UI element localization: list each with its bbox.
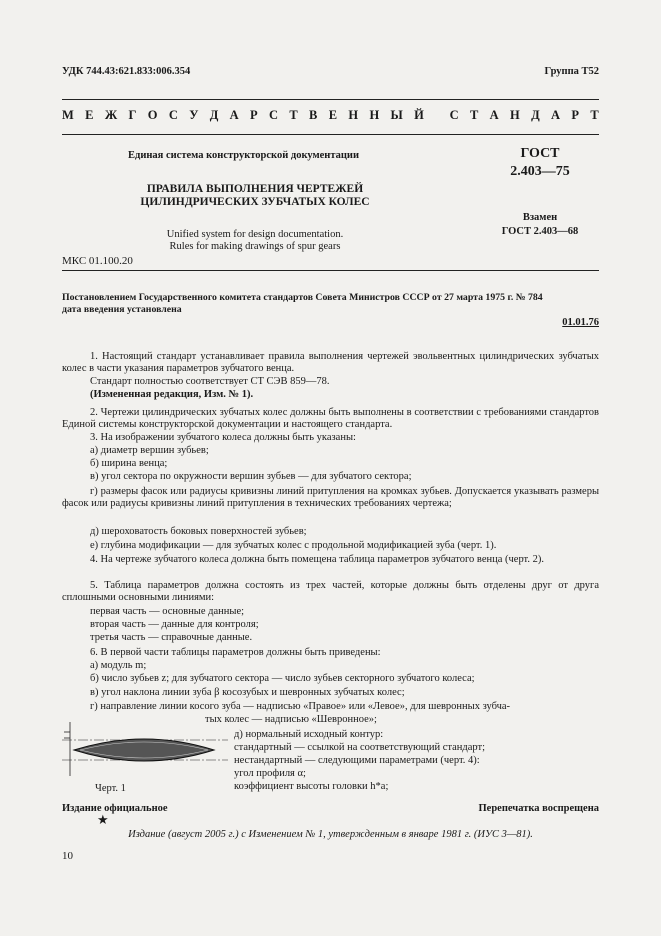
system-name: Единая система конструкторской документации [128,150,359,161]
heading-letter: С [449,108,459,122]
clause-6c: в) угол наклона линии зуба β косозубых и шевронных зубчатых колес; [90,687,405,698]
clause-6a: а) модуль m; [90,660,147,671]
clause-6d-line1: г) направление линии косого зуба — надписью «Правое» или «Левое», для шевронных зубча- [90,701,511,712]
heading-letter: Н [348,108,359,122]
heading-letter: В [309,108,318,122]
clause-6d-line2: тых колес — надписью «Шевронное»; [205,714,377,725]
mks-code: МКС 01.100.20 [62,255,133,267]
gear-tooth-drawing [60,718,230,780]
clause-5b: вторая часть — данные для контроля; [90,619,259,630]
heading-letter: А [551,108,561,122]
page-number: 10 [62,850,73,862]
heading-letter: Т [469,108,479,122]
heading-letter: А [489,108,499,122]
heading-letter: Ы [390,108,403,122]
english-title-2: Rules for making drawings of spur gears [169,241,341,252]
clause-3a: а) диаметр вершин зубьев; [90,445,209,456]
heading-letter: О [147,108,158,122]
heading-letter: Е [328,108,338,122]
heading-letter: Т [590,108,599,122]
heading-letter: Р [250,108,258,122]
clause-5c: третья часть — справочные данные. [90,632,253,643]
clause-1-amend: (Измененная редакция, Изм. № 1). [90,389,254,400]
udk-code: УДК 744.43:621.833:006.354 [62,66,191,77]
clause-1: 1. Настоящий стандарт устанавливает правила выполнения чертежей эвольвентных цилиндрических зубчатых колес в части указания параметров зубчатого венца. [62,351,599,375]
clause-6e-1: стандартный — ссылкой на соответствующий стандарт; [234,742,486,753]
decree-line-2: дата введения установлена [62,304,182,315]
gost-label: ГОСТ [520,146,560,161]
heading-letter: С [168,108,178,122]
heading-letter: У [189,108,199,122]
group-code: Группа Т52 [544,66,599,77]
clause-6b: б) число зубьев z; для зубчатого сектора — число зубьев секторного зубчатого колеса; [90,673,475,684]
heading-letter: Т [289,108,298,122]
clause-5: 5. Таблица параметров должна состоять из трех частей, которые должны быть отделены друг от друга сплошными основными линиями: [62,580,599,604]
heading-letter: Г [128,108,137,122]
clause-6e-3: угол профиля α; [234,768,306,779]
top-rule [62,99,599,100]
gost-number: 2.403—75 [510,164,570,179]
figure-caption: Черт. 1 [95,783,126,794]
clause-6e: д) нормальный исходный контур: [234,729,384,740]
effective-date: 01.01.76 [562,317,599,328]
heading-rule [62,134,599,135]
heading-letter: Д [531,108,540,122]
decree-line-1: Постановлением Государственного комитета стандартов Совета Министров СССР от 27 марта 1975 г. № 784 [62,292,543,303]
star-icon: ★ [97,812,109,827]
clause-5a: первая часть — основные данные; [90,606,245,617]
heading-letter [435,108,438,123]
clause-6: 6. В первой части таблицы параметров должны быть приведены: [90,647,381,658]
title-line-2: ЦИЛИНДРИЧЕСКИХ ЗУБЧАТЫХ КОЛЕС [140,196,370,208]
english-title-1: Unified system for design documentation. [166,229,344,240]
clause-3e: д) шероховатость боковых поверхностей зубьев; [90,526,307,537]
heading-letter: Е [85,108,94,122]
clause-3b: б) ширина венца; [90,458,168,469]
heading-letter: С [269,108,279,122]
clause-3c: в) угол сектора по окружности вершин зубьев — для зубчатого сектора; [90,471,412,482]
clause-6e-2: нестандартный — следующими параметрами (черт. 4): [234,755,480,766]
heading-letter: Ж [104,108,118,122]
reprint-prohibited: Перепечатка воспрещена [478,803,599,814]
interstate-standard-heading [62,108,599,123]
title-line-1: ПРАВИЛА ВЫПОЛНЕНИЯ ЧЕРТЕЖЕЙ [146,183,364,195]
mks-rule [62,270,599,271]
clause-6e-4: коэффициент высоты головки h*a; [234,781,389,792]
heading-letter: Д [209,108,219,122]
clause-4: 4. На чертеже зубчатого колеса должна быть помещена таблица параметров зубчатого венца (черт. 2). [90,554,544,565]
clause-2: 2. Чертежи цилиндрических зубчатых колес должны быть выполнены в соответствии с требованиями стандартов Единой системы конструкторской документации и настоящего стандарта. [62,407,599,431]
clause-3f: е) глубина модификации — для зубчатых колес с продольной модификацией зуба (черт. 1). [90,540,497,551]
heading-letter: Р [571,108,580,122]
clause-1-comp: Стандарт полностью соответствует СТ СЭВ 859—78. [90,376,330,387]
clause-3: 3. На изображении зубчатого колеса должны быть указаны: [90,432,356,443]
replace-gost: ГОСТ 2.403—68 [501,226,579,237]
heading-letter: Й [414,108,424,122]
heading-letter: М [62,108,74,122]
clause-3d: г) размеры фасок или радиусы кривизны линий притупления на кромках зубьев. Допускается указывать размеры фасок или радиусы кривизны линий притупления в технических требованиях чертежа; [62,486,599,510]
official-edition: Издание официальное [62,803,168,814]
edition-note: Издание (август 2005 г.) с Изменением № 1, утвержденным в январе 1981 г. (ИУС 3—81). [128,829,533,840]
heading-letter: Н [510,108,520,122]
replace-label: Взамен [522,212,558,223]
heading-letter: Н [369,108,380,122]
heading-letter: А [229,108,239,122]
